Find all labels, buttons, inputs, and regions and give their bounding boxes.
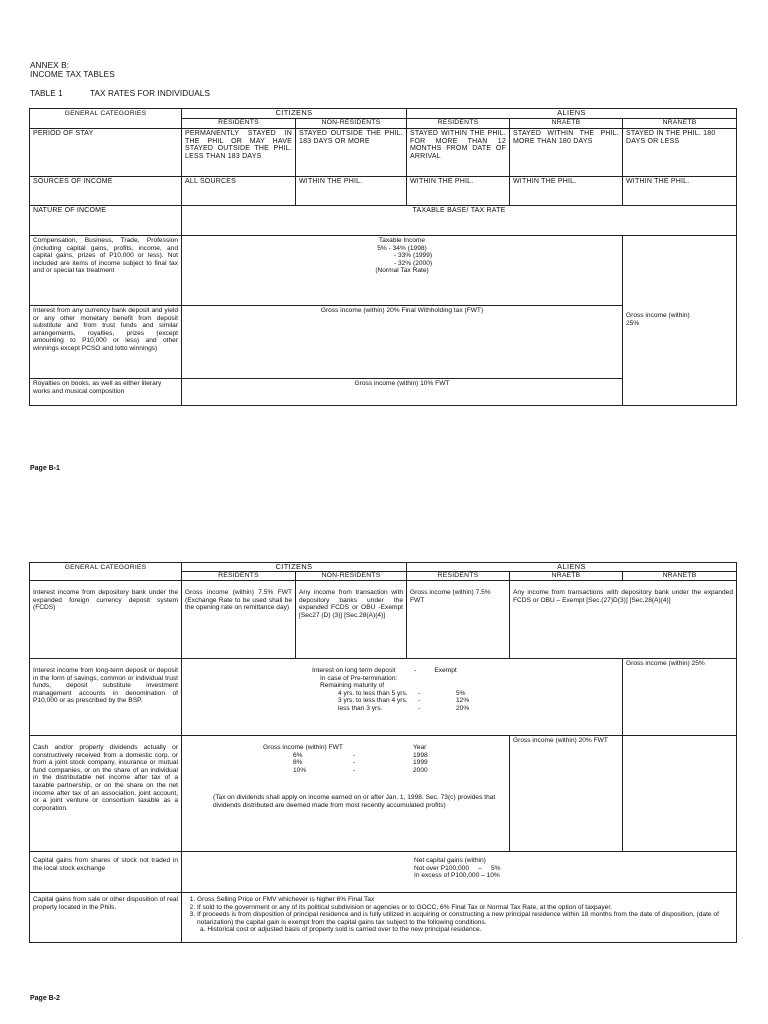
sources-alien-residents: WITHIN THE PHIL. xyxy=(407,177,510,206)
income-tax-table-2 xyxy=(29,562,737,943)
nranetb-gross-income: Gross income (within) 25% xyxy=(626,312,690,327)
maturity-range: less than 3 yrs. xyxy=(338,704,383,712)
royalties-label: Royalties on books, as well as either literary works and musical composition xyxy=(30,379,182,406)
pretermination-row xyxy=(338,690,469,698)
capital-gains-line: In excess of P100,000 – 10% xyxy=(414,872,500,880)
capital-gains-line: Net capital gains (within) xyxy=(414,857,486,864)
dash: - xyxy=(353,766,356,774)
real-property-rules xyxy=(182,893,737,943)
pretermination-label: In case of Pre-termination: xyxy=(320,674,398,682)
dividends-nranetb-empty xyxy=(623,736,737,852)
header-aliens: ALIENS xyxy=(407,109,737,119)
compensation-label: Compensation, Business, Trade, Profession (including capital gains, profits, income, and capital gains, prizes of P10,000 or less). Not included are items of income subject to final tax and or special tax treatment xyxy=(30,236,182,306)
document-title: INCOME TAX TABLES xyxy=(30,70,115,79)
nranetb-gross-income-cell xyxy=(623,236,737,406)
dividends-row xyxy=(293,752,428,760)
compensation-line: 5% - 34% (1998) xyxy=(377,244,427,252)
dividends-row xyxy=(293,759,428,767)
real-property-item: 1. Gross Selling Price or FMV whichever is higher 6% Final Tax xyxy=(197,896,733,904)
dash: - xyxy=(418,697,421,705)
interest-income-label: Interest from any currency bank deposit and yield or any other monetary benefit from deposit substitute and from trust funds and similar arrangements, royalties, prizes (except amounting to P10,000 or less) and other winnings except PCSO and lotto winnings) xyxy=(30,306,182,379)
compensation-line: (Normal Tax Rate) xyxy=(375,267,429,275)
period-nraetb: STAYED WITHIN THE PHIL. MORE THAN 180 DAYS xyxy=(510,129,623,177)
header-residents: RESIDENTS xyxy=(182,572,296,581)
real-property-item: 2. If sold to the government or any of its political subdivision or agencies or to GOCC, 6% Final Tax or Normal Tax Rate, at the option of taxpayer. xyxy=(197,904,733,912)
header-non-residents: NON-RESIDENTS xyxy=(296,572,407,581)
header-nraetb: NRAETB xyxy=(510,119,623,129)
royalties-rate: Gross income (within) 10% FWT xyxy=(182,379,623,406)
dash: - xyxy=(353,759,356,767)
rate: 5% xyxy=(456,689,466,697)
header-general-categories: GENERAL CATEGORIES xyxy=(30,109,182,129)
header-nraetb: NRAETB xyxy=(510,572,623,581)
fcds-alien-residents: Gross income (within) 7.5% FWT xyxy=(407,581,510,659)
header-nranetb: NRANETB xyxy=(623,572,737,581)
header-citizens: CITIZENS xyxy=(182,109,407,119)
sources-residents: ALL SOURCES xyxy=(182,177,296,206)
header-residents: RESIDENTS xyxy=(182,119,296,129)
dividends-row xyxy=(293,767,428,775)
real-property-condition: a. Historical cost or adjusted basis of property sold is carried over to the new principal residence. xyxy=(200,926,482,934)
period-residents: PERMANENTLY STAYED IN THE PHIL OR MAY HAVE STAYED OUTSIDE THE PHIL. LESS THAN 183 DAYS xyxy=(182,129,296,177)
annex-label: ANNEX B: xyxy=(30,61,70,70)
dividend-rate: 10% xyxy=(293,766,307,774)
period-alien-residents: STAYED WITHIN THE PHIL. FOR MORE THAN 12 MONTHS FROM DATE OF ARRIVAL xyxy=(407,129,510,177)
dividends-label: Cash and/or property dividends actually or constructively received from a domestic corp. or from a joint stock company, insurance or mutual fund companies, or on the share of an individual in the distributable net income after tax of a taxable partnership, or on the share on the net income after tax of an association, joint account, or a joint venture or consortium taxable as a corporation. xyxy=(30,736,182,852)
nature-of-income-label: NATURE OF INCOME xyxy=(30,206,182,236)
long-term-exempt: Interest on long term deposit - Exempt xyxy=(312,667,457,674)
sources-nranetb: WITHIN THE PHIL. xyxy=(623,177,737,206)
real-property-list xyxy=(185,896,733,926)
sources-of-income-label: SOURCES OF INCOME xyxy=(30,177,182,206)
compensation-line: - 32% (2000) xyxy=(393,259,433,267)
dividend-rate: 8% xyxy=(293,759,303,767)
period-of-stay-label: PERIOD OF STAY xyxy=(30,129,182,177)
dividends-schedule xyxy=(293,752,428,775)
header-aliens: ALIENS xyxy=(407,563,737,572)
compensation-line: - 33% (1999) xyxy=(393,252,433,260)
header-nranetb: NRANETB xyxy=(623,119,737,129)
pretermination-row xyxy=(338,697,469,705)
real-property-item: 3. If proceeds is from disposition of principal residence and is fully utilized in acquiring or constructing a new principal residence within 18 months from the date of disposition, (date of notarization) the capital gain is exempt from the capital gains tax subject to the following conditions. xyxy=(197,911,733,926)
dash: - xyxy=(353,751,356,759)
compensation-rates xyxy=(182,236,623,306)
capital-gains-shares-rates xyxy=(182,852,737,893)
rate: 20% xyxy=(456,704,470,712)
compensation-line: Taxable Income xyxy=(378,237,426,244)
capital-gains-shares-label: Capital gains from shares of stock not traded in the local stock exchange xyxy=(30,852,182,893)
dividends-header-row xyxy=(185,744,506,752)
pretermination-schedule xyxy=(338,690,469,713)
period-non-residents: STAYED OUTSIDE THE PHIL. 183 DAYS OR MORE xyxy=(296,129,407,177)
long-term-deposit-label: Interest income from long-term deposit or deposit in the form of savings, common or individual trust funds, deposit substitute investment management accounts in denomination of P10,000 or as prescribed by the BSP. xyxy=(30,659,182,736)
dividends-rates xyxy=(182,736,510,852)
income-tax-table-1 xyxy=(29,108,737,406)
header-general-categories: GENERAL CATEGORIES xyxy=(30,563,182,581)
header-alien-residents: RESIDENTS xyxy=(407,119,510,129)
dash: - xyxy=(418,689,421,697)
header-alien-residents: RESIDENTS xyxy=(407,572,510,581)
interest-income-rate: Gross income (within) 20% Final Withholding tax (FWT) xyxy=(182,306,623,379)
maturity-range: 3 yrs. to less than 4 yrs. xyxy=(338,697,408,705)
long-term-nranetb: Gross income (within) 25% xyxy=(623,659,737,736)
page-number: Page B-1 xyxy=(30,465,60,472)
sources-non-residents: WITHIN THE PHIL. xyxy=(296,177,407,206)
taxable-base-header: TAXABLE BASE/ TAX RATE xyxy=(182,206,737,236)
maturity-range: 4 yrs. to less than 5 yrs. xyxy=(338,689,408,697)
long-term-deposit-rates xyxy=(182,659,623,736)
dividends-nraetb: Gross income (within) 20% FWT xyxy=(510,736,623,852)
dividend-year: 1998 xyxy=(413,751,428,759)
remaining-maturity-label: Remaining maturity of xyxy=(320,682,385,690)
period-nranetb: STAYED IN THE PHIL. 180 DAYS OR LESS xyxy=(623,129,737,177)
page-number: Page B-2 xyxy=(30,995,60,1002)
dividends-gross-income: Gross income (within) FWT xyxy=(263,744,343,751)
fcds-residents: Gross income (within) 7.5% FWT (Exchange Rate to be used shall be the opening rate on remittance day) xyxy=(182,581,296,659)
real-property-label: Capital gains from sale or other disposition of real property located in the Phils. xyxy=(30,893,182,943)
dividend-rate: 6% xyxy=(293,751,303,759)
header-citizens: CITIZENS xyxy=(182,563,407,572)
dividends-year-header: Year xyxy=(413,744,427,751)
dividend-year: 1999 xyxy=(413,759,428,767)
fcds-label: Interest income from depository bank under the expanded foreign currency deposit system (FCDS) xyxy=(30,581,182,659)
table-title: TAX RATES FOR INDIVIDUALS xyxy=(90,89,211,98)
rate: 12% xyxy=(456,697,470,705)
fcds-non-residents: Any income from transaction with depository banks under the expanded FCDS or OBU -Exempt [Sec27 (D) (3)] [Sec.28(A)(4)] xyxy=(296,581,407,659)
dividend-year: 2000 xyxy=(413,766,428,774)
header-non-residents: NON-RESIDENTS xyxy=(296,119,407,129)
dash: - xyxy=(418,704,421,712)
dividends-note: (Tax on dividends shall apply on income earned on or after Jan. 1, 1998. Sec. 73(c) provides that dividends distributed are deemed made from most recently accumulated profits) xyxy=(213,794,496,809)
pretermination-row xyxy=(338,705,469,713)
table-number: TABLE 1 xyxy=(30,89,63,98)
sources-nraetb: WITHIN THE PHIL. xyxy=(510,177,623,206)
fcds-nra: Any income from transactions with depository bank under the expanded FCDS or OBU – Exempt [Sec.(27)D(3)] [Sec.28(A)(4)] xyxy=(510,581,737,659)
capital-gains-line: Not over P100,000 – 5% xyxy=(414,864,501,872)
